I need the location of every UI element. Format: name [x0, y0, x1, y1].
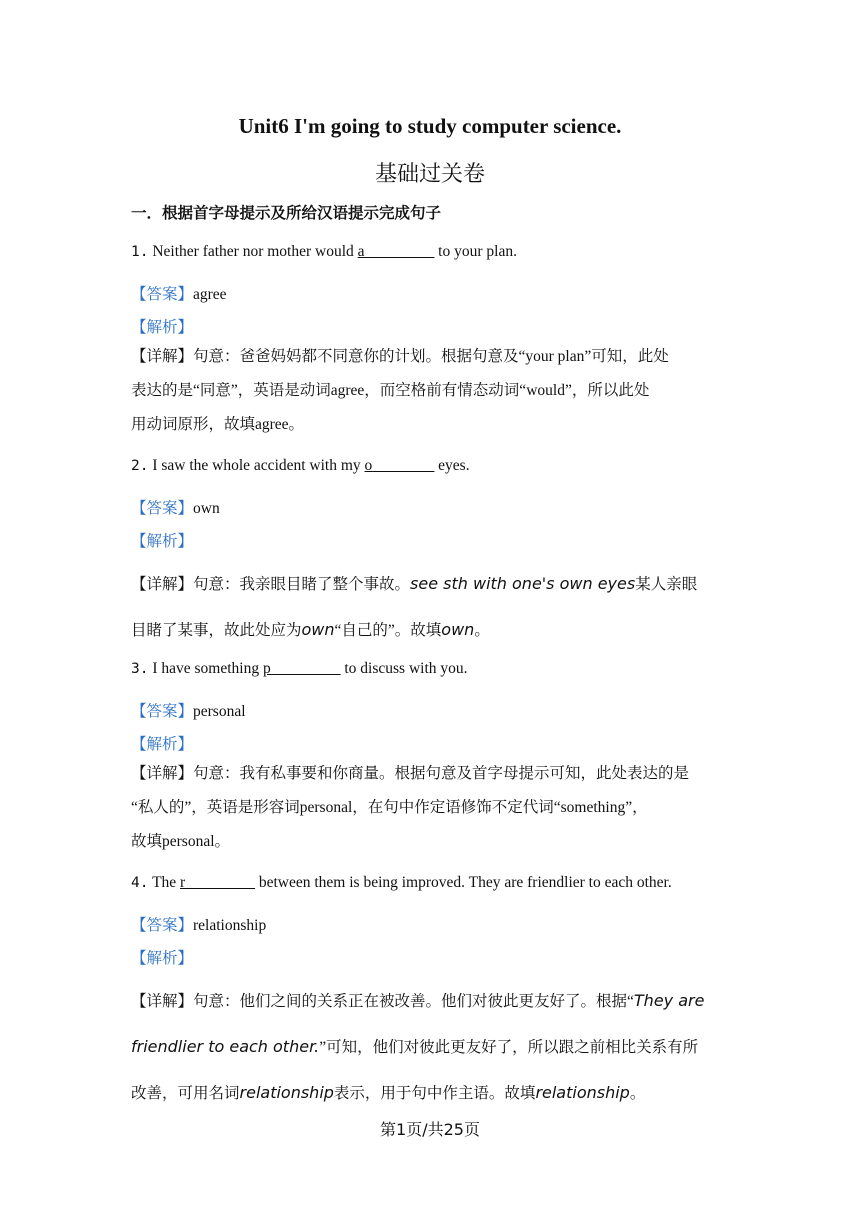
- detail-text: 目睹了某事，故此处应为: [131, 622, 302, 639]
- detail-label: 【详解】: [131, 765, 194, 782]
- detail-line: “私人的”，英语是形容词personal，在句中作定语修饰不定代词“something”，: [131, 799, 648, 816]
- question-blank: a_________: [357, 243, 435, 260]
- question-blank: p_________: [262, 660, 341, 677]
- detail-text: ”可知，他们对彼此更友好了，所以跟之前相比关系有所: [319, 1039, 699, 1056]
- answer-value: agree: [193, 286, 227, 303]
- question-number: 3.: [131, 661, 149, 677]
- question-text-post: between them is being improved. They are friendlier to each other.: [254, 874, 672, 891]
- question-blank: o________: [364, 457, 435, 474]
- question-text-pre: The: [148, 874, 181, 891]
- detail-line: 故填personal。: [131, 833, 231, 850]
- question-number: 4.: [131, 875, 149, 891]
- detail-script: They are: [633, 991, 705, 1010]
- detail-text: 句意：我亲眼目睹了整个事故。: [193, 576, 411, 593]
- detail-line: 句意：爸爸妈妈都不同意你的计划。根据句意及“your plan”可知，此处: [193, 348, 669, 365]
- answer-value: relationship: [193, 917, 267, 934]
- analysis-label: 【解析】: [131, 533, 194, 550]
- answer-row: [131, 282, 227, 304]
- detail-block: [131, 978, 729, 1116]
- detail-label: 【详解】: [131, 993, 194, 1010]
- question-2: [131, 457, 470, 475]
- answer-row: [131, 699, 246, 721]
- detail-text: 句意：他们之间的关系正在被改善。他们对彼此更友好了。根据“: [193, 993, 634, 1010]
- document-subtitle: 基础过关卷: [374, 162, 485, 187]
- question-text-post: eyes.: [434, 457, 470, 474]
- detail-label: 【详解】: [131, 348, 194, 365]
- detail-text: “自己的”。故填: [334, 622, 442, 639]
- detail-block: [131, 561, 729, 653]
- detail-script: relationship: [535, 1083, 630, 1102]
- page-footer: 第1页/共25页: [380, 1120, 480, 1139]
- detail-text: 某人亲眼: [635, 576, 698, 593]
- analysis-label: 【解析】: [131, 319, 194, 336]
- detail-script: own: [441, 620, 475, 639]
- detail-text: 表示，用于句中作主语。故填: [333, 1085, 536, 1102]
- detail-label: 【详解】: [131, 576, 194, 593]
- detail-block: [131, 757, 729, 859]
- detail-line: 用动词原形，故填agree。: [131, 416, 305, 433]
- section-heading: 一．根据首字母提示及所给汉语提示完成句子: [131, 204, 442, 222]
- question-text-post: to discuss with you.: [340, 660, 468, 677]
- answer-row: [131, 913, 266, 935]
- question-text-pre: I have something: [148, 660, 263, 677]
- analysis-label: 【解析】: [131, 950, 194, 967]
- question-3: [131, 660, 468, 678]
- analysis-row: [131, 529, 193, 551]
- question-text-pre: Neither father nor mother would: [148, 243, 358, 260]
- question-text-pre: I saw the whole accident with my: [148, 457, 365, 474]
- answer-value: own: [193, 500, 220, 517]
- detail-script: own: [301, 620, 335, 639]
- answer-label: 【答案】: [131, 917, 194, 934]
- question-4: [131, 874, 672, 892]
- analysis-label: 【解析】: [131, 736, 194, 753]
- answer-label: 【答案】: [131, 500, 194, 517]
- detail-block: [131, 340, 729, 442]
- question-number: 1.: [131, 244, 149, 260]
- detail-script: see sth with one's own eyes: [410, 574, 636, 593]
- question-text-post: to your plan.: [434, 243, 517, 260]
- detail-text: 改善，可用名词: [131, 1085, 240, 1102]
- analysis-row: [131, 732, 193, 754]
- answer-value: personal: [193, 703, 246, 720]
- question-number: 2.: [131, 458, 149, 474]
- detail-text: 。: [629, 1085, 646, 1102]
- analysis-row: [131, 946, 193, 968]
- detail-script: relationship: [239, 1083, 334, 1102]
- question-blank: r_________: [180, 874, 255, 891]
- answer-row: [131, 496, 220, 518]
- detail-script: friendlier to each other.: [131, 1037, 320, 1056]
- answer-label: 【答案】: [131, 703, 194, 720]
- detail-line: 句意：我有私事要和你商量。根据句意及首字母提示可知，此处表达的是: [193, 765, 690, 782]
- question-1: [131, 243, 517, 261]
- analysis-row: [131, 315, 193, 337]
- answer-label: 【答案】: [131, 286, 194, 303]
- detail-line: 表达的是“同意”，英语是动词agree，而空格前有情态动词“would”，所以此处: [131, 382, 650, 399]
- document-title: Unit6 I'm going to study computer science.: [238, 114, 622, 138]
- detail-text: 。: [474, 622, 490, 639]
